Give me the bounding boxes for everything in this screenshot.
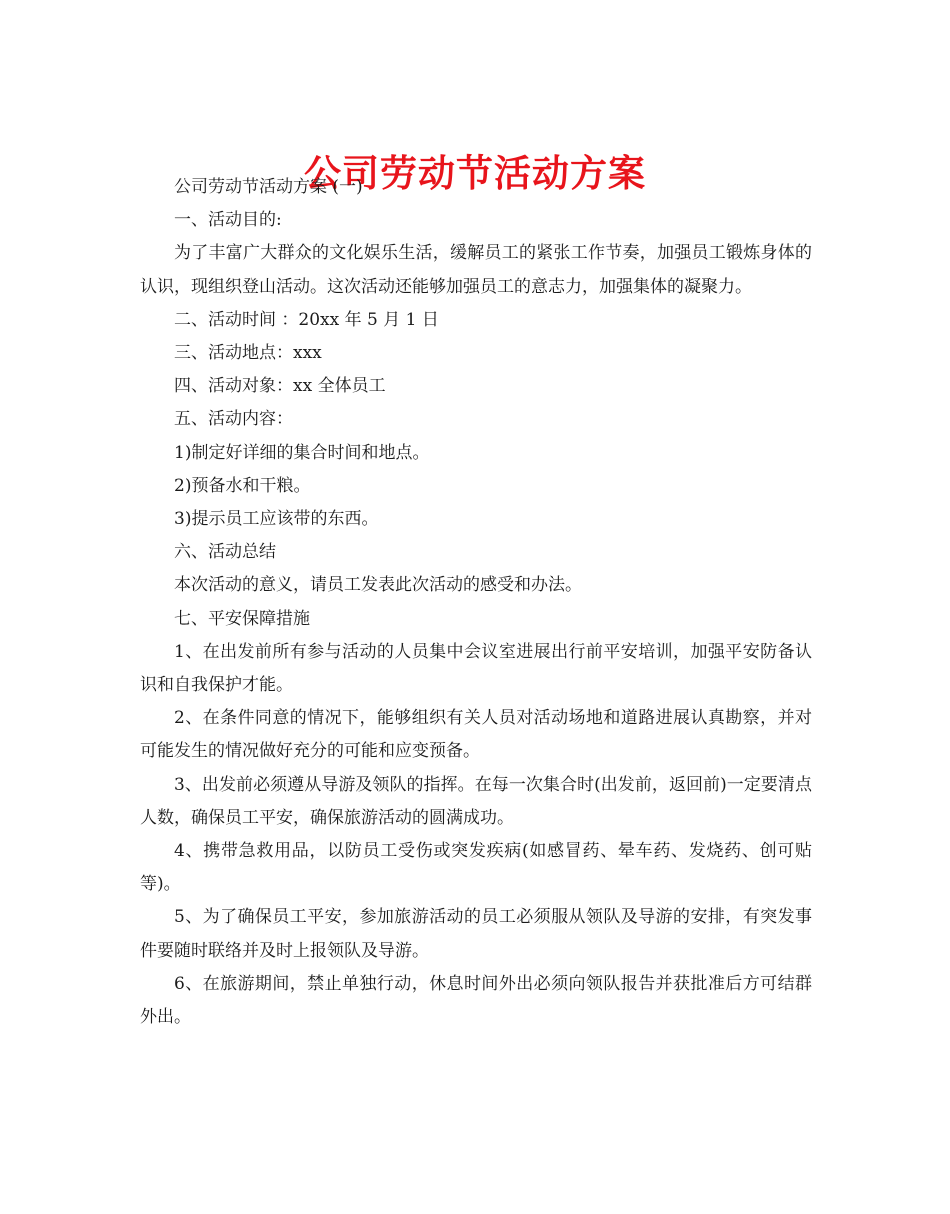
safety-item: 2、在条件同意的情况下，能够组织有关人员对活动场地和道路进展认真勘察，并对可能发生的情况做好充分的可能和应变预备。: [140, 708, 812, 762]
safety-item: 3、出发前必须遵从导游及领队的指挥。在每一次集合时(出发前，返回前)一定要清点人数，确保员工平安，确保旅游活动的圆满成功。: [140, 774, 812, 828]
list-item: 3)提示员工应该带的东西。: [174, 509, 379, 530]
document-title: 公司劳动节活动方案: [304, 151, 646, 195]
safety-item: 6、在旅游期间，禁止单独行动，休息时间外出必须向领队报告并获批准后方可结群外出。: [140, 973, 812, 1028]
section-heading-safety: 七、平安保障措施: [174, 608, 310, 629]
list-item: 2)预备水和干粮。: [174, 475, 311, 496]
paragraph-time: 二、活动时间 ：20xx 年 5 月 1 日: [174, 309, 439, 330]
safety-item: 4、携带急救用品，以防员工受伤或突发疾病(如感冒药、晕车药、发烧药、创可贴等)。: [140, 841, 812, 895]
paragraph-location: 三、活动地点：xxx: [174, 343, 322, 364]
subtitle: 公司劳动节活动方案 (一): [174, 177, 363, 197]
paragraph-participants: 四、活动对象：xx 全体员工: [174, 376, 386, 397]
section-heading-purpose: 一、活动目的:: [174, 210, 282, 231]
section-heading-content: 五、活动内容：: [174, 409, 293, 430]
safety-item: 5、为了确保员工平安，参加旅游活动的员工必须服从领队及导游的安排，有突发事件要随时联络并及时上报领队及导游。: [140, 907, 812, 961]
paragraph-purpose: 为了丰富广大群众的文化娱乐生活，缓解员工的紧张工作节奏，加强员工锻炼身体的认识，现组织登山活动。这次活动还能够加强员工的意志力，加强集体的凝聚力。: [140, 243, 812, 297]
list-item: 1)制定好详细的集合时间和地点。: [174, 442, 430, 463]
safety-item: 1、在出发前所有参与活动的人员集中会议室进展出行前平安培训，加强平安防备认识和自我保护才能。: [140, 641, 812, 696]
document-body: [140, 171, 812, 1034]
paragraph-summary: 本次活动的意义，请员工发表此次活动的感受和办法。: [174, 575, 582, 596]
section-heading-summary: 六、活动总结: [174, 542, 276, 563]
